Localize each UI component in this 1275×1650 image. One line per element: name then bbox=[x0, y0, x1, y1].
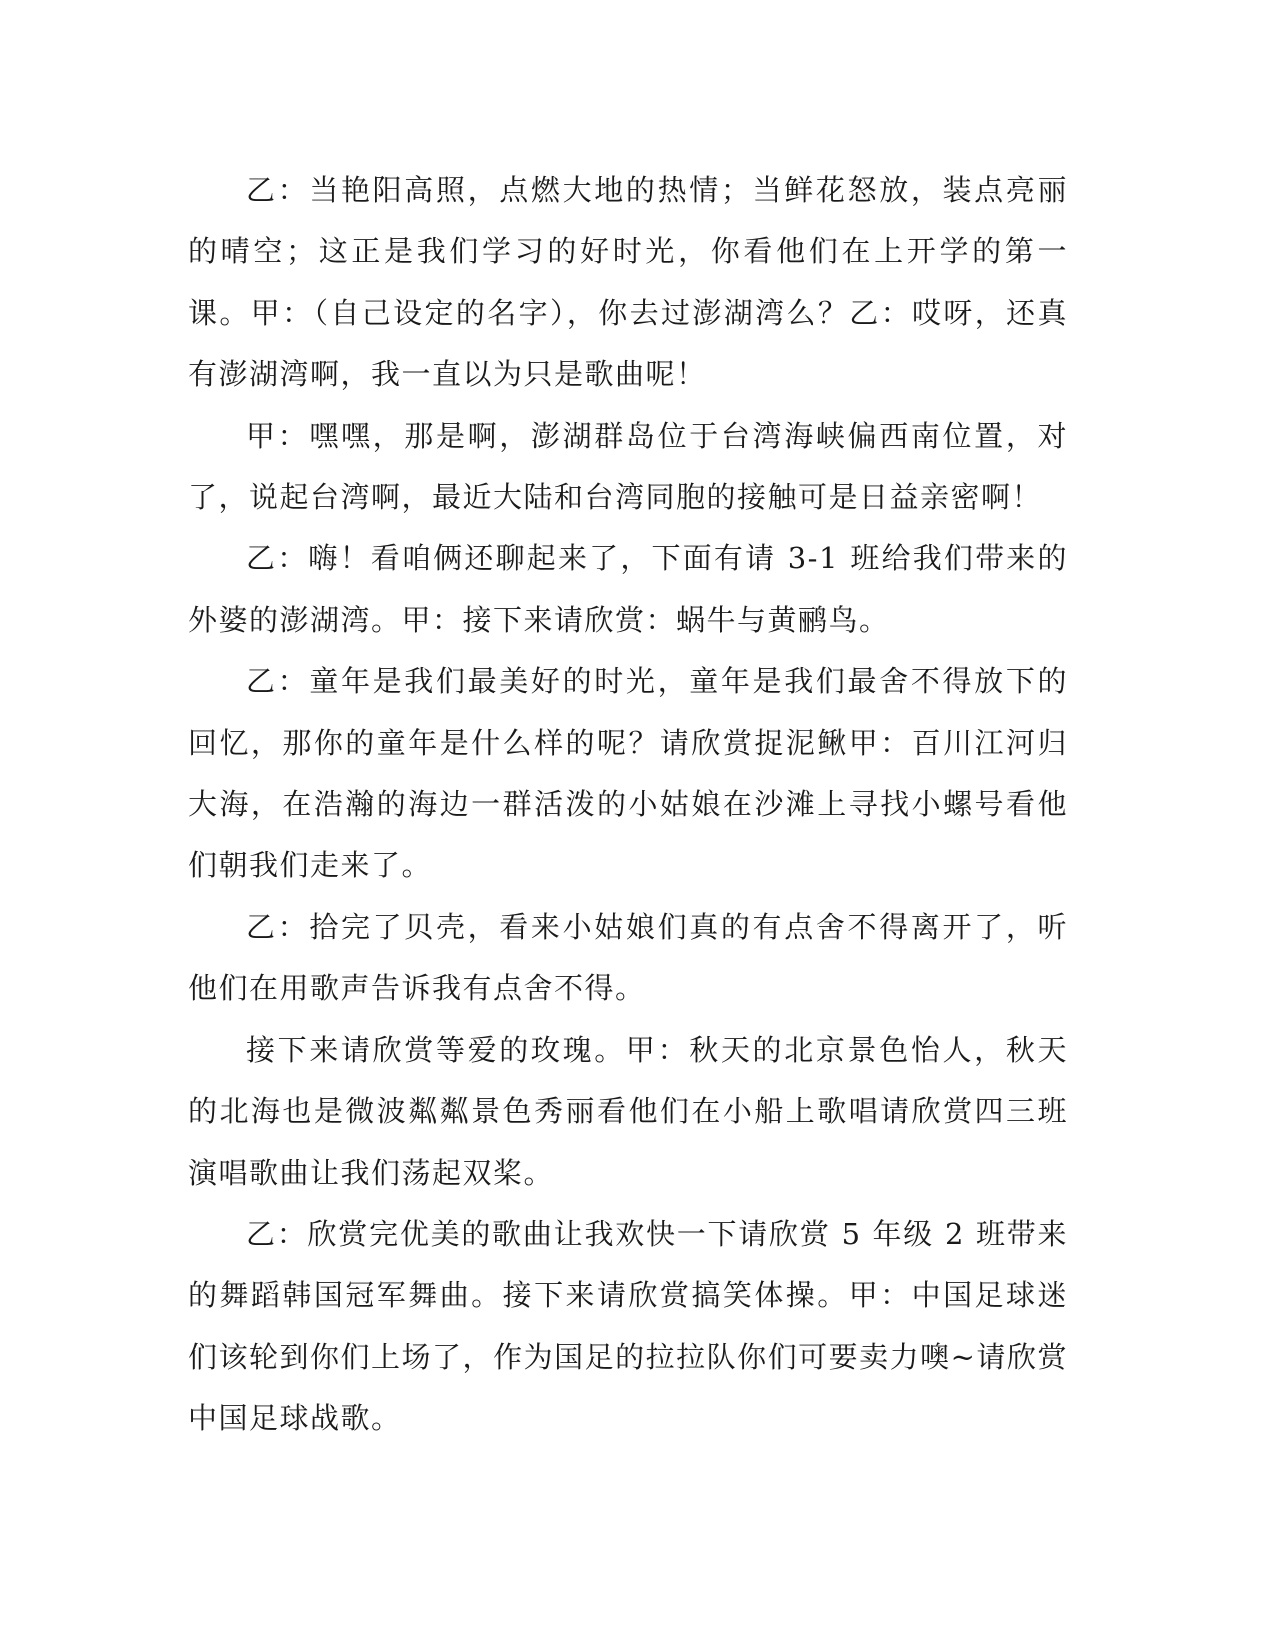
paragraph-1: 乙：当艳阳高照，点燃大地的热情；当鲜花怒放，装点亮丽的晴空；这正是我们学习的好时光，你看他们在上开学的第一课。甲：（自己设定的名字），你去过澎湖湾么？乙：哎呀，还真有澎湖湾啊，我一直以为只是歌曲呢！ bbox=[188, 173, 1068, 392]
paragraph-3: 乙：嗨！看咱俩还聊起来了，下面有请 3-1 班给我们带来的外婆的澎湖湾。甲：接下来请欣赏：蜗牛与黄鹂鸟。 bbox=[188, 541, 1068, 637]
paragraph-4: 乙：童年是我们最美好的时光，童年是我们最舍不得放下的回忆，那你的童年是什么样的呢？请欣赏捉泥鳅甲：百川江河归大海，在浩瀚的海边一群活泼的小姑娘在沙滩上寻找小螺号看他们朝我们走来了。 bbox=[188, 664, 1068, 883]
paragraph-7: 乙：欣赏完优美的歌曲让我欢快一下请欣赏 5 年级 2 班带来的舞蹈韩国冠军舞曲。接下来请欣赏搞笑体操。甲：中国足球迷们该轮到你们上场了，作为国足的拉拉队你们可要卖力噢~请欣赏中国足球战歌。 bbox=[188, 1216, 1068, 1436]
paragraph-2: 甲：嘿嘿，那是啊，澎湖群岛位于台湾海峡偏西南位置，对了，说起台湾啊，最近大陆和台湾同胞的接触可是日益亲密啊！ bbox=[188, 418, 1068, 515]
paragraph-6: 接下来请欣赏等爱的玫瑰。甲：秋天的北京景色怡人，秋天的北海也是微波粼粼景色秀丽看他们在小船上歌唱请欣赏四三班演唱歌曲让我们荡起双桨。 bbox=[188, 1032, 1068, 1190]
body-text bbox=[188, 160, 1068, 1450]
paragraph-5: 乙：拾完了贝壳，看来小姑娘们真的有点舍不得离开了，听他们在用歌声告诉我有点舍不得。 bbox=[188, 909, 1068, 1006]
